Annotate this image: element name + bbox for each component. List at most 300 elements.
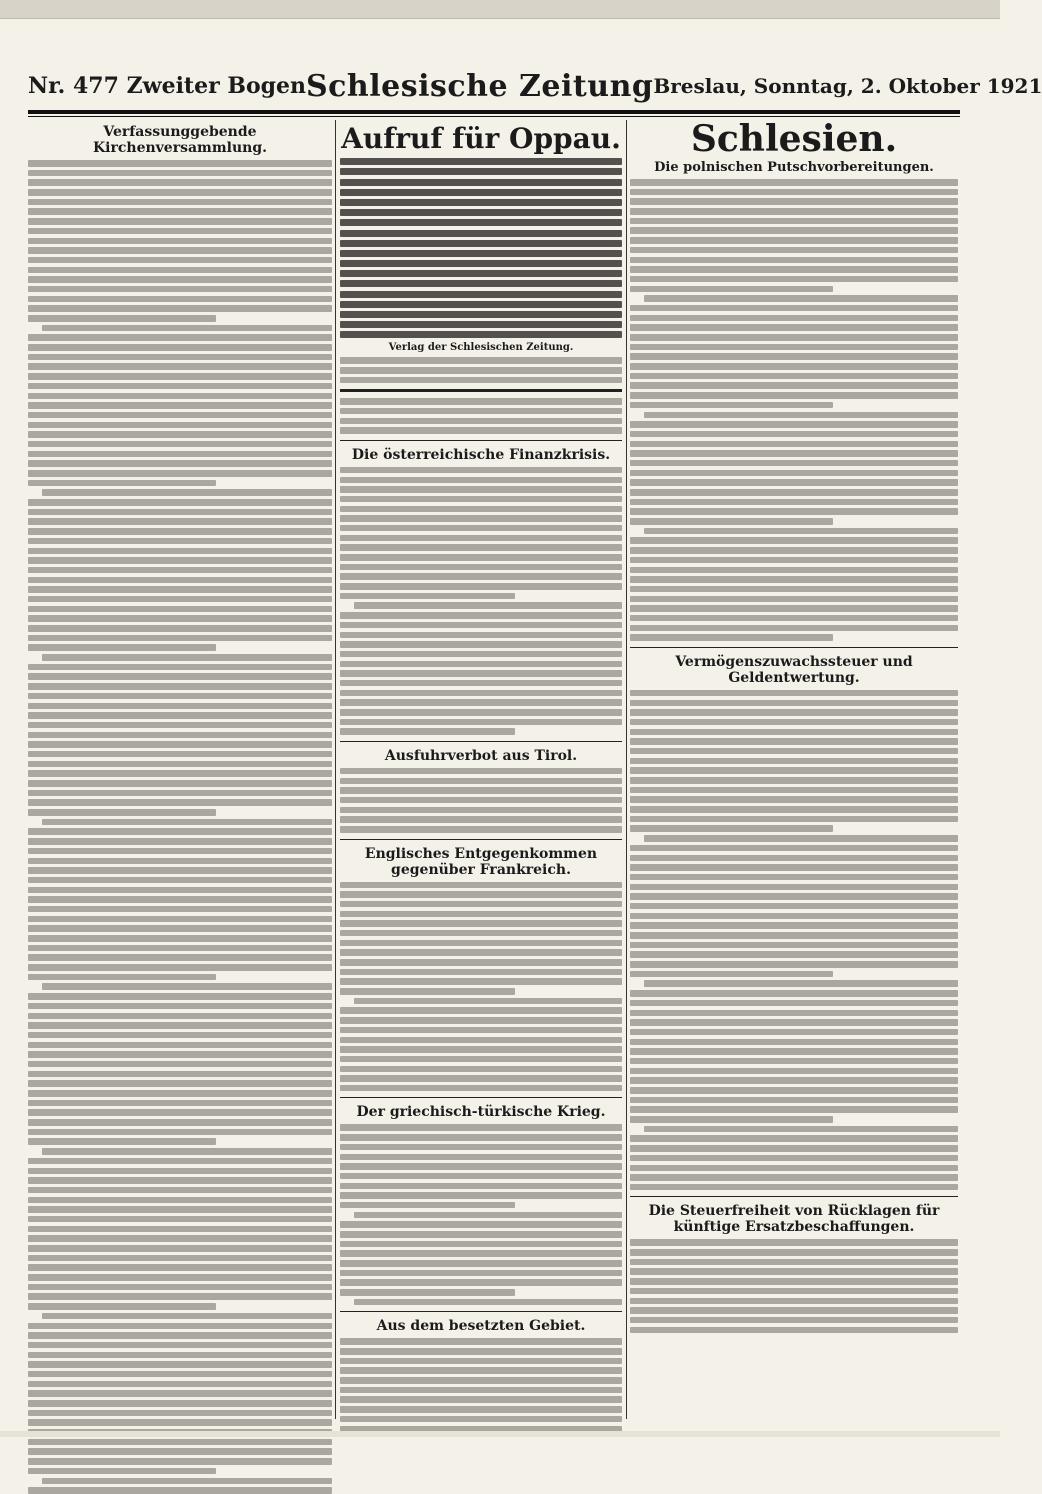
text-line [28,393,332,400]
text-line [42,1313,332,1320]
text-line [340,632,622,639]
text-line [42,983,332,990]
text-line [340,1037,622,1044]
text-line [28,615,332,622]
text-line [630,1068,958,1075]
text-line [340,1134,622,1141]
appeal-title: Aufruf für Oppau. [341,122,621,155]
text-line [630,324,958,331]
text-line [630,1165,958,1172]
text-line [630,431,958,438]
text-line [630,286,833,293]
text-line [28,460,332,467]
text-line [28,1448,332,1455]
text-line [28,1487,332,1494]
text-line [340,901,622,908]
text-line [340,270,622,277]
article-title: Englisches Entgegenkommen gegenüber Frankreich. [364,845,598,878]
text-line [354,998,622,1005]
text-line [630,276,958,283]
text-line [28,799,332,806]
text-line [28,1129,332,1136]
text-line [630,392,958,399]
text-line [340,719,622,726]
text-line [28,1342,332,1349]
text-line [630,1259,958,1266]
text-line [630,1058,958,1065]
text-line [630,1106,958,1113]
article-title: Vermögenszuwachssteuer und Geldentwertung. [675,653,913,686]
text-line [630,373,958,380]
text-line [340,728,515,735]
text-line [340,515,622,522]
article-body [340,1124,622,1305]
text-line [340,1289,515,1296]
text-line [630,700,958,707]
text-line [340,940,622,947]
text-line [28,160,332,167]
text-line [28,499,332,506]
text-line [630,719,958,726]
text-line [28,683,332,690]
text-line [630,479,958,486]
text-line [28,954,332,961]
divider [630,647,958,648]
text-line [28,974,216,981]
text-line [630,1019,958,1026]
text-line [630,421,958,428]
text-line [630,855,958,862]
text-line [630,227,958,234]
text-line [630,990,958,997]
text-line [28,1022,332,1029]
article-body [630,1239,958,1333]
article-body [340,1338,622,1432]
issue-label: Nr. 477 Zweiter Bogen [28,73,306,99]
text-line [340,564,622,571]
text-line [340,959,622,966]
text-line [28,1051,332,1058]
text-line [630,596,958,603]
text-line [630,1145,958,1152]
text-line [340,260,622,267]
text-line [28,625,332,632]
text-line [28,228,332,235]
article-body [630,179,958,641]
text-line [630,913,958,920]
text-line [630,179,958,186]
masthead [28,66,1042,106]
text-line [28,1013,332,1020]
text-line [340,593,515,600]
text-line [630,738,958,745]
text-line [340,1279,622,1286]
text-line [28,1323,332,1330]
text-line [630,1077,958,1084]
text-line [644,295,958,302]
text-line [340,690,622,697]
text-line [28,1061,332,1068]
text-line [340,486,622,493]
text-line [630,1155,958,1162]
text-line [630,1268,958,1275]
column-divider [626,120,627,1419]
text-line [630,470,958,477]
text-line [630,709,958,716]
text-line [28,296,332,303]
text-line [28,1080,332,1087]
text-line [28,557,332,564]
text-line [28,1090,332,1097]
text-line [28,1410,332,1417]
article-subtitle: Die polnischen Putschvorbereitungen. [654,160,934,175]
text-line [340,477,622,484]
text-line [340,1183,622,1190]
text-line [340,622,622,629]
text-line [630,767,958,774]
text-line [28,199,332,206]
text-line [340,199,622,206]
text-line [28,935,332,942]
text-line [28,267,332,274]
text-line [630,1249,958,1256]
text-line [340,1192,622,1199]
article-body [28,160,332,1494]
text-line [28,451,332,458]
text-line [630,344,958,351]
text-line [630,796,958,803]
text-line [340,398,622,405]
text-line [630,567,958,574]
text-line [630,1288,958,1295]
text-line [630,247,958,254]
text-line [28,741,332,748]
text-line [28,906,332,913]
text-line [28,567,332,574]
text-line [28,1032,332,1039]
text-line [28,770,332,777]
text-line [28,828,332,835]
text-line [28,189,332,196]
text-line [644,835,958,842]
text-line [630,806,958,813]
article-title: Die Steuerfreiheit von Rücklagen für künftige Ersatzbeschaffungen. [648,1203,940,1236]
text-line [630,208,958,215]
text-line [340,930,622,937]
text-line [340,230,622,237]
text-line [28,1419,332,1426]
text-line [28,441,332,448]
text-line [630,450,958,457]
text-line [644,980,958,987]
divider [340,741,622,742]
text-line [28,1390,332,1397]
text-line [644,528,958,535]
text-line [28,945,332,952]
text-line [340,408,622,415]
text-line [28,722,332,729]
text-line [630,1087,958,1094]
text-line [42,489,332,496]
text-line [630,547,958,554]
text-line [340,680,622,687]
text-line [28,354,332,361]
text-line [630,1000,958,1007]
text-line [630,1029,958,1036]
text-line [340,797,622,804]
text-line [630,460,958,467]
text-line [340,1377,622,1384]
text-line [630,257,958,264]
text-line [630,189,958,196]
article-body [340,467,622,735]
text-line [630,441,958,448]
column-middle [340,120,622,1419]
text-line [28,848,332,855]
text-line [340,1367,622,1374]
text-line [340,1231,622,1238]
text-line [28,577,332,584]
text-line [630,1174,958,1181]
text-line [630,625,958,632]
text-line [28,305,332,312]
text-line [340,1007,622,1014]
text-line [340,612,622,619]
text-line [28,422,332,429]
text-line [630,922,958,929]
text-line [340,1066,622,1073]
text-line [340,699,622,706]
text-line [340,467,622,474]
text-line [28,925,332,932]
text-line [644,412,958,419]
text-line [340,1027,622,1034]
text-line [630,1278,958,1285]
text-line [28,964,332,971]
text-line [630,198,958,205]
text-line [340,506,622,513]
region-title: Schlesien. [690,118,898,160]
text-line [28,1468,216,1475]
text-line [340,496,622,503]
text-line [28,1439,332,1446]
text-line [28,1216,332,1223]
text-line [28,916,332,923]
text-line [340,911,622,918]
text-line [28,548,332,555]
text-line [340,168,622,175]
text-line [28,838,332,845]
text-line [630,634,833,641]
text-line [42,654,332,661]
text-line [630,586,958,593]
text-line [644,1126,958,1133]
text-line [630,932,958,939]
text-line [42,1478,332,1485]
text-line [28,402,332,409]
article-body [340,882,622,1092]
text-line [28,383,332,390]
text-line [28,1352,332,1359]
divider [630,1196,958,1197]
text-line [340,641,622,648]
text-line [340,357,622,364]
text-line [630,605,958,612]
text-line [28,586,332,593]
text-line [630,748,958,755]
text-line [28,867,332,874]
text-line [340,1017,622,1024]
text-line [630,1298,958,1305]
text-line [340,418,622,425]
text-line [28,1255,332,1262]
text-line [28,1332,332,1339]
text-line [28,664,332,671]
text-line [340,179,622,186]
text-line [28,1042,332,1049]
text-line [630,1184,958,1191]
appeal-body [340,158,622,338]
text-line [340,709,622,716]
text-line [630,1135,958,1142]
text-line [630,1116,833,1123]
text-line [340,250,622,257]
text-line [28,1119,332,1126]
column-divider [335,120,336,1419]
text-line [630,1307,958,1314]
text-line [340,778,622,785]
text-line [340,949,622,956]
text-line [340,1144,622,1151]
place-date: Breslau, Sonntag, 2. Oktober 1921 [653,74,1042,98]
text-line [340,651,622,658]
text-line [630,1048,958,1055]
text-line [340,1260,622,1267]
text-line [28,518,332,525]
text-line [28,693,332,700]
text-line [28,1293,332,1300]
text-line [630,787,958,794]
text-line [354,1212,622,1219]
text-line [340,1173,622,1180]
text-line [340,1396,622,1403]
text-line [28,1197,332,1204]
text-line [28,1003,332,1010]
divider [340,839,622,840]
article-title: Der griechisch-türkische Krieg. [356,1104,606,1121]
text-line [28,751,332,758]
text-line [630,353,958,360]
text-line [42,1148,332,1155]
text-line [28,412,332,419]
text-line [630,893,958,900]
text-line [28,877,332,884]
text-line [28,606,332,613]
text-line [340,525,622,532]
text-line [28,1168,332,1175]
text-line [28,538,332,545]
text-line [630,961,958,968]
article-title: Aus dem besetzten Gebiet. [376,1318,586,1335]
text-line [630,615,958,622]
text-line [28,1400,332,1407]
text-line [28,480,216,487]
text-line [340,291,622,298]
text-line [630,499,958,506]
text-line [340,1270,622,1277]
text-line [340,377,622,384]
text-line [28,334,332,341]
text-line [340,670,622,677]
text-line [340,1416,622,1423]
text-line [28,208,332,215]
text-line [340,1348,622,1355]
text-line [340,219,622,226]
text-line [28,780,332,787]
text-line [28,1274,332,1281]
text-line [28,1071,332,1078]
text-line [28,1138,216,1145]
text-line [340,240,622,247]
text-line [630,903,958,910]
text-line [340,280,622,287]
text-line [28,1235,332,1242]
text-line [340,535,622,542]
text-line [630,864,958,871]
text-line [28,858,332,865]
text-line [28,315,216,322]
text-line [28,887,332,894]
text-line [630,557,958,564]
notice-body [340,398,622,434]
text-line [28,218,332,225]
text-line [630,971,833,978]
text-line [28,1245,332,1252]
text-line [630,825,833,832]
text-line [28,470,332,477]
text-line [28,1100,332,1107]
appeal-footer [340,357,622,383]
text-line [630,758,958,765]
text-line [630,884,958,891]
text-line [340,1075,622,1082]
text-line [630,334,958,341]
text-line [28,732,332,739]
text-line [630,315,958,322]
newspaper-title: Schlesische Zeitung [306,68,654,104]
text-line [630,237,958,244]
text-line [340,978,622,985]
column-right [630,120,958,1419]
text-line [28,1109,332,1116]
text-line [340,311,622,318]
text-line [340,554,622,561]
text-line [28,809,216,816]
text-line [630,363,958,370]
text-line [630,1327,958,1334]
text-line [28,1206,332,1213]
text-line [28,286,332,293]
text-line [28,712,332,719]
text-line [340,1358,622,1365]
text-line [28,1264,332,1271]
text-line [28,170,332,177]
text-line [340,1387,622,1394]
text-line [340,209,622,216]
text-line [28,1226,332,1233]
text-line [340,787,622,794]
article-body [630,690,958,1191]
